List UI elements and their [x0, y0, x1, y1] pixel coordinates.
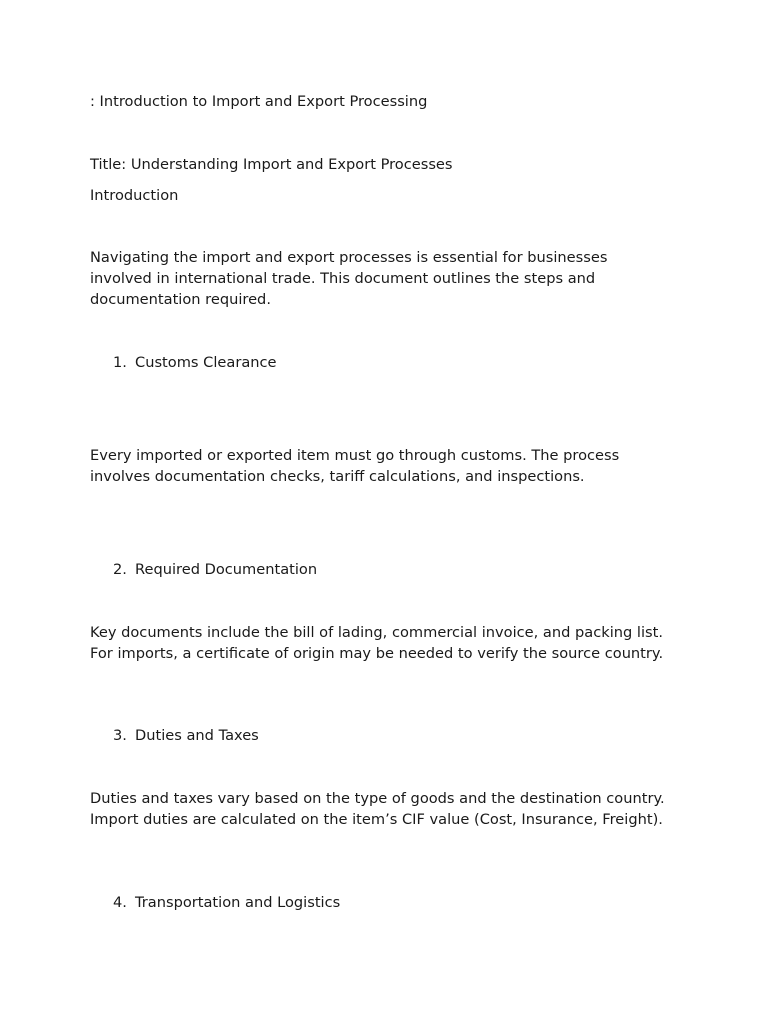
- section-paragraph-required-documentation: Key documents include the bill of lading, commercial invoice, and packing list. For imports, a certificate of origin may be needed to verify the source country.: [90, 624, 664, 662]
- section-heading-duties-and-taxes: [113, 725, 259, 746]
- section-number: 4.: [113, 894, 127, 911]
- section-title: Transportation and Logistics: [135, 894, 341, 911]
- section-title: Required Documentation: [135, 561, 318, 578]
- intro-paragraph: Navigating the import and export processes is essential for businesses involved in international trade. This document outlines the steps and documentation required.: [90, 249, 608, 308]
- document-title: Title: Understanding Import and Export Processes: [90, 156, 453, 173]
- document-heading: : Introduction to Import and Export Processing: [90, 93, 428, 110]
- section-paragraph-customs-clearance: Every imported or exported item must go through customs. The process involves documentation checks, tariff calculations, and inspections.: [90, 447, 620, 485]
- section-heading-transportation-and-logistics: [113, 892, 340, 913]
- section-paragraph-duties-and-taxes: Duties and taxes vary based on the type of goods and the destination country. Import duties are calculated on the item’s CIF value (Cost, Insurance, Freight).: [90, 790, 665, 828]
- section-number: 1.: [113, 354, 127, 371]
- section-title: Duties and Taxes: [135, 727, 259, 744]
- section-heading-required-documentation: [113, 559, 317, 580]
- section-heading-customs-clearance: [113, 352, 277, 373]
- section-number: 3.: [113, 727, 127, 744]
- section-title: Customs Clearance: [135, 354, 277, 371]
- section-number: 2.: [113, 561, 127, 578]
- intro-label: Introduction: [90, 187, 179, 204]
